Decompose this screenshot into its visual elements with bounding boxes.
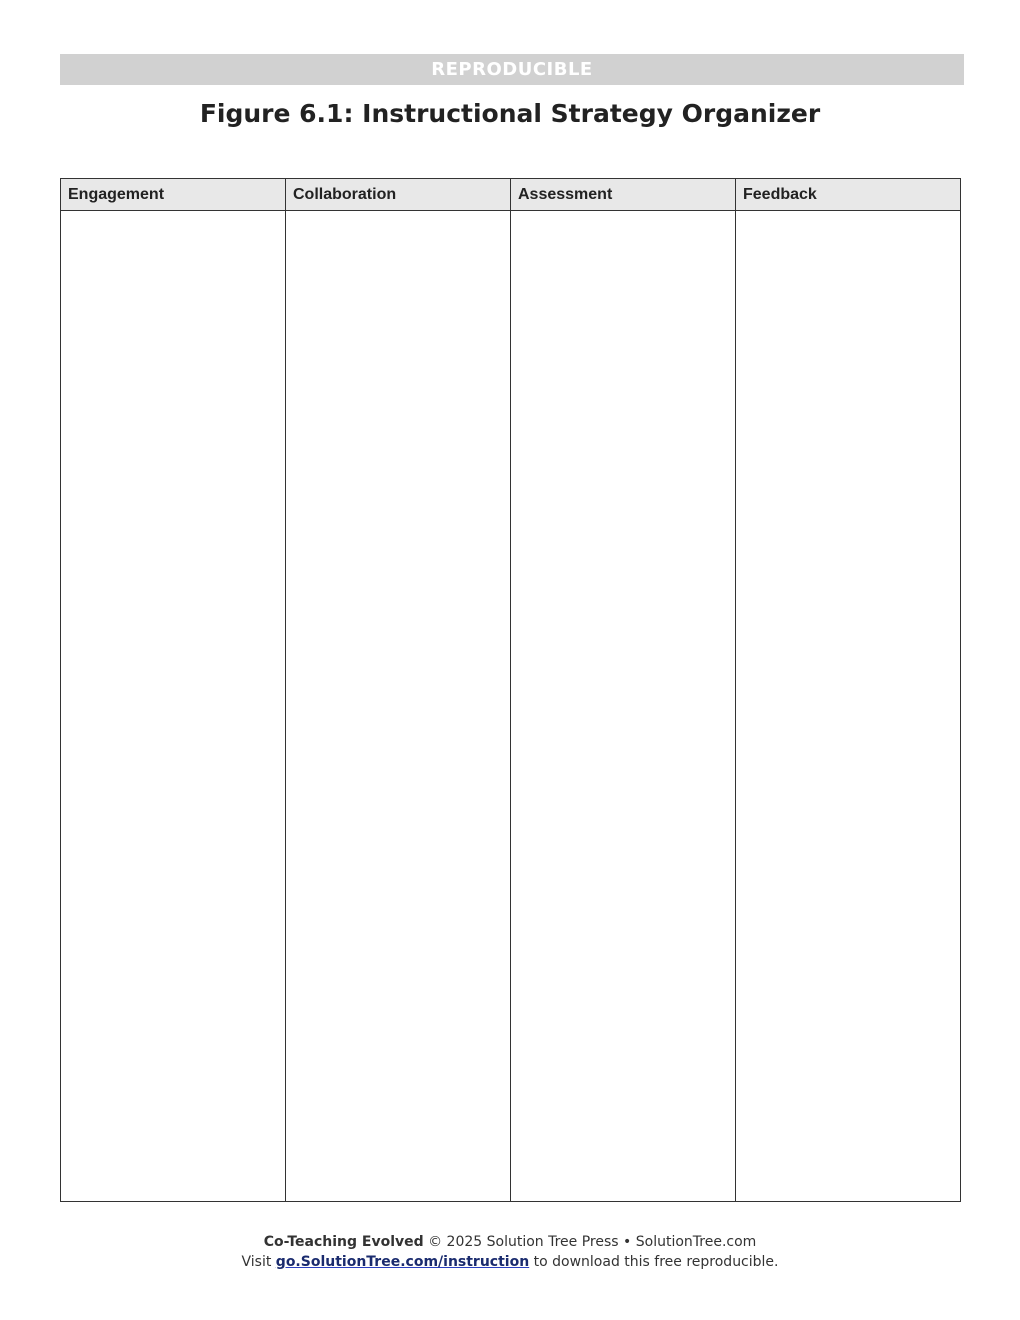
strategy-organizer-table [60,178,961,1202]
column-header-assessment: Assessment [511,179,736,211]
page-title: Figure 6.1: Instructional Strategy Organizer [199,99,821,128]
table-row [61,211,961,1202]
feedback-cell[interactable] [736,211,961,1202]
footer-visit-line [0,1252,1020,1272]
table-header-row [61,179,961,211]
copyright-text: © 2025 Solution Tree Press • SolutionTree.com [423,1234,757,1250]
page-footer [0,1232,1020,1272]
column-header-engagement: Engagement [61,179,286,211]
column-header-feedback: Feedback [736,179,961,211]
footer-copyright-line [0,1232,1020,1252]
column-header-collaboration: Collaboration [286,179,511,211]
reproducible-banner [60,54,964,85]
assessment-cell[interactable] [511,211,736,1202]
banner-label: REPRODUCIBLE [431,59,593,80]
collaboration-cell[interactable] [286,211,511,1202]
download-link[interactable]: go.SolutionTree.com/instruction [275,1254,530,1270]
visit-prefix: Visit [241,1254,276,1270]
engagement-cell[interactable] [61,211,286,1202]
book-title: Co-Teaching Evolved [263,1234,424,1250]
visit-suffix: to download this free reproducible. [529,1254,779,1270]
